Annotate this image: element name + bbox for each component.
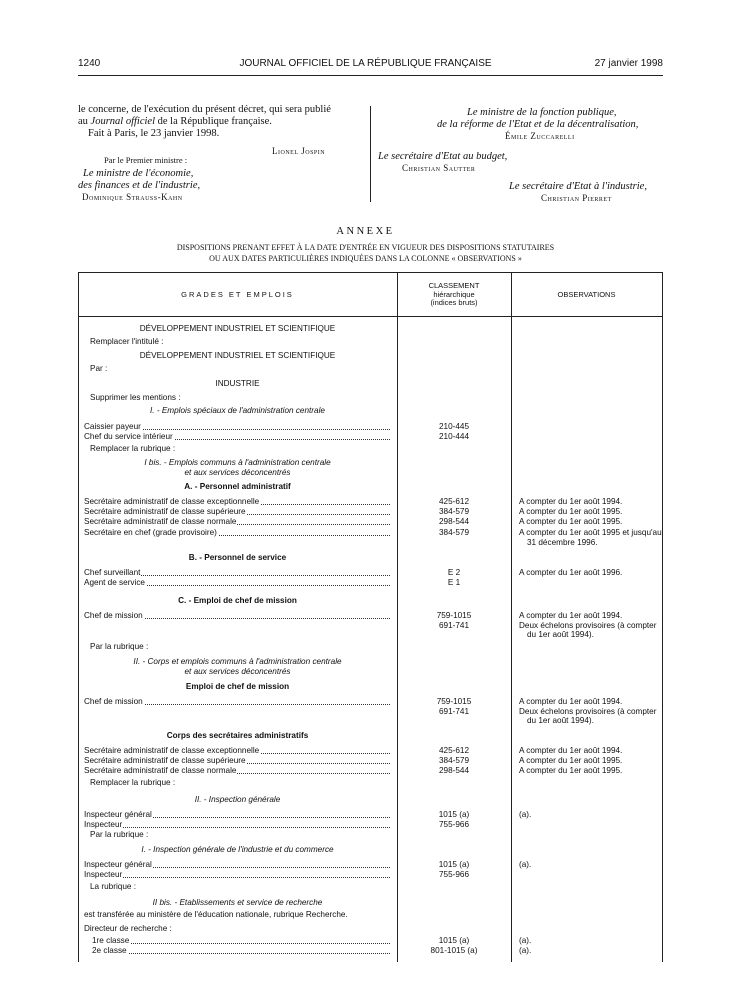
remplacer-rubrique-2: Remplacer la rubrique : [90, 778, 176, 787]
signature-left [78, 104, 331, 140]
table-cell-value: 384-579 [438, 507, 470, 516]
table-row: Inspecteur [84, 820, 390, 830]
section-ibis: I bis. - Emplois communs à l'administration centrale [144, 458, 331, 467]
par-rubrique-2: Par la rubrique : [90, 830, 149, 839]
table-cell-value: 801-1015 (a) [430, 946, 478, 955]
signatory-strauss-kahn: Dominique Strauss-Kahn [82, 192, 183, 202]
table-cell-observation: A compter du 1er août 1995. [519, 507, 623, 516]
annexe-subtitle-2: OU AUX DATES PARTICULIÈRES INDIQUÉES DANS LA COLONNE « OBSERVATIONS » [209, 254, 522, 263]
table-top-rule [78, 272, 663, 273]
col-header-observations: OBSERVATIONS [557, 290, 616, 299]
table-cell-observation: A compter du 1er août 1994. Deux échelons provisoires (à compter du 1er août 1994). [519, 611, 657, 639]
table-cell-observation: (a). [519, 936, 532, 945]
section-ibis-2: et aux services déconcentrés [184, 468, 291, 477]
table-cell-value: 210-444 [438, 432, 470, 441]
table-cell-value: 298-544 [438, 766, 470, 775]
table-cell-value: 384-579 [438, 528, 470, 537]
table-cell-observation: A compter du 1er août 1994. [519, 746, 623, 755]
table-row: Chef du service intérieur [84, 432, 390, 442]
secretary-industry: Le secrétaire d'Etat à l'industrie, [509, 181, 647, 192]
table-row: Caissier payeur [84, 422, 390, 432]
secretary-budget: Le secrétaire d'Etat au budget, [378, 151, 508, 162]
table-row: Secrétaire administratif de classe exceptionnelle [84, 746, 390, 756]
directeur-recherche: Directeur de recherche : [84, 924, 172, 933]
table-cell-value: 298-544 [438, 517, 470, 526]
section-ii-corps-2: et aux services déconcentrés [184, 667, 291, 676]
section-etablissements-recherche: II bis. - Etablissements et service de recherche [152, 898, 323, 907]
minister-fp-line-2: de la réforme de l'Etat et de la décentralisation, [437, 119, 639, 130]
table-cell-observation: (a). [519, 946, 532, 955]
col-header-grades: GRADES ET EMPLOIS [181, 290, 294, 299]
section-corps-secretaires: Corps des secrétaires administratifs [166, 731, 309, 740]
par-rubrique: Par la rubrique : [90, 642, 149, 651]
closing-line-2: au Journal officiel de la République française. [78, 116, 272, 127]
table-cell-value: 1015 (a) [438, 810, 470, 819]
page-number: 1240 [78, 58, 101, 69]
par-label: Par : [90, 364, 108, 373]
table-row: Secrétaire administratif de classe normale [84, 517, 390, 527]
table-cell-observation: A compter du 1er août 1994. [519, 497, 623, 506]
journal-title: JOURNAL OFFICIEL DE LA RÉPUBLIQUE FRANÇAISE [239, 58, 492, 69]
section-inspection-generale: II. - Inspection générale [194, 795, 281, 804]
table-cell-observation: (a). [519, 810, 532, 819]
section-ii-corps: II. - Corps et emplois communs à l'administration centrale [133, 657, 342, 666]
section-b-personnel-service: B. - Personnel de service [188, 553, 287, 562]
heading-dev-industriel-2: DÉVELOPPEMENT INDUSTRIEL ET SCIENTIFIQUE [139, 351, 336, 360]
table-row: Chef de mission [84, 611, 390, 621]
table-row: Secrétaire administratif de classe supérieure [84, 507, 390, 517]
table-row: Inspecteur général [84, 810, 390, 820]
annexe-subtitle-1: DISPOSITIONS PRENANT EFFET À LA DATE D'ENTRÉE EN VIGUEUR DES DISPOSITIONS STATUTAIRES [176, 243, 555, 252]
table-cell-observation: A compter du 1er août 1994. Deux échelons provisoires (à compter du 1er août 1994). [519, 697, 657, 725]
signatory-sautter: Christian Sautter [402, 163, 476, 173]
table-cell-observation: A compter du 1er août 1995 et jusqu'au 31 décembre 1996. [519, 528, 662, 547]
minister-fp-line-1: Le ministre de la fonction publique, [467, 107, 617, 118]
table-cell-value: 759-1015 691-741 [436, 697, 472, 716]
table-row: Inspecteur [84, 870, 390, 880]
table-cell-observation: (a). [519, 860, 532, 869]
table-row: Secrétaire administratif de classe normale [84, 766, 390, 776]
closing-line-3: Fait à Paris, le 23 janvier 1998. [88, 128, 220, 139]
table-row: Chef de mission [84, 697, 390, 707]
table-row: Secrétaire administratif de classe exceptionnelle [84, 497, 390, 507]
table-cell-value: 1015 (a) [438, 936, 470, 945]
table-cell-observation: A compter du 1er août 1996. [519, 568, 623, 577]
table-cell-value: 425-612 [438, 746, 470, 755]
minister-eco-line-1: Le ministre de l'économie, [83, 168, 194, 179]
section-emplois-speciaux: I. - Emplois spéciaux de l'administration centrale [150, 406, 325, 415]
table-cell-observation: A compter du 1er août 1995. [519, 766, 623, 775]
heading-dev-industriel: DÉVELOPPEMENT INDUSTRIEL ET SCIENTIFIQUE [139, 324, 336, 333]
remplacer-rubrique: Remplacer la rubrique : [90, 444, 176, 453]
table-cell-value: 759-1015 691-741 [436, 611, 472, 630]
signature-divider [370, 106, 371, 202]
table-cell-value: 384-579 [438, 756, 470, 765]
remplacer-intitule: Remplacer l'intitulé : [90, 337, 164, 346]
table-col-divider-2 [511, 272, 512, 962]
signatory-pierret: Christian Pierret [541, 193, 612, 203]
table-right-border [662, 272, 663, 962]
table-cell-value: 755-966 [438, 870, 470, 879]
par-premier-ministre: Par le Premier ministre : [104, 155, 188, 165]
annexe-title: ANNEXE [336, 226, 395, 237]
table-row: Inspecteur général [84, 860, 390, 870]
table-row: Agent de service [84, 578, 390, 588]
col-header-classement: CLASSEMENT hiérarchique (indices bruts) [428, 281, 480, 307]
table-cell-value: 1015 (a) [438, 860, 470, 869]
table-cell-value: 210-445 [438, 422, 470, 431]
table-header-rule [78, 316, 663, 317]
table-row: Secrétaire administratif de classe supérieure [84, 756, 390, 766]
table-left-border [78, 272, 79, 962]
section-c-chef-mission: C. - Emploi de chef de mission [178, 596, 297, 605]
transferee-note: est transférée au ministère de l'éducation nationale, rubrique Recherche. [84, 910, 348, 919]
supprimer-mentions: Supprimer les mentions : [90, 393, 181, 402]
table-cell-value: E 2 [447, 568, 461, 577]
minister-eco-line-2: des finances et de l'industrie, [78, 180, 201, 191]
section-emploi-chef-mission: Emploi de chef de mission [185, 682, 290, 691]
table-cell-observation: A compter du 1er août 1995. [519, 756, 623, 765]
table-row: Chef surveillant [84, 568, 390, 578]
table-row: Secrétaire en chef (grade provisoire) [84, 528, 390, 538]
signatory-jospin: Lionel Jospin [272, 146, 326, 156]
heading-industrie: INDUSTRIE [215, 379, 260, 388]
header-rule [78, 75, 663, 76]
table-row: 1re classe [92, 936, 390, 946]
la-rubrique: La rubrique : [90, 882, 136, 891]
table-row: 2e classe [92, 946, 390, 956]
table-cell-value: 425-612 [438, 497, 470, 506]
closing-line-1: le concerne, de l'exécution du présent décret, qui sera publié [78, 104, 331, 115]
section-inspection-industrie: I. - Inspection générale de l'industrie et du commerce [141, 845, 334, 854]
signatory-zuccarelli: Émile Zuccarelli [505, 131, 575, 141]
table-cell-value: E 1 [447, 578, 461, 587]
header-date: 27 janvier 1998 [594, 58, 663, 69]
table-cell-observation: A compter du 1er août 1995. [519, 517, 623, 526]
section-a-personnel-admin: A. - Personnel administratif [184, 482, 291, 491]
table-cell-value: 755-966 [438, 820, 470, 829]
